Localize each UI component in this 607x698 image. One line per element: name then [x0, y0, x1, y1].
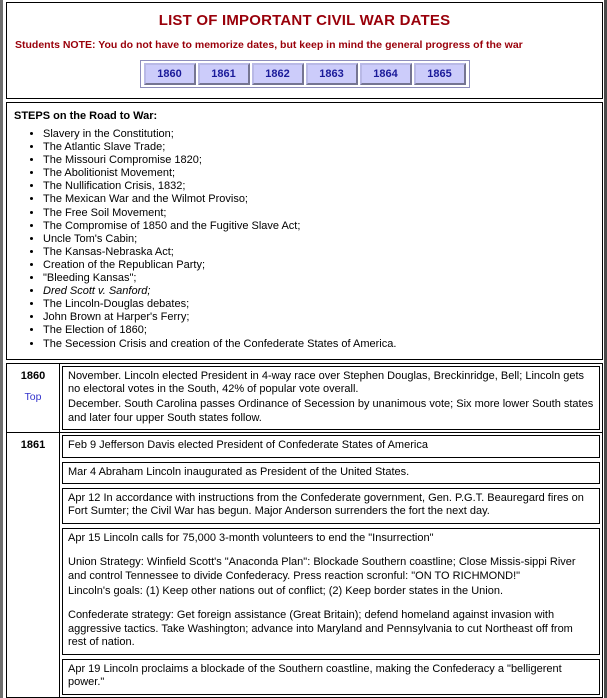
timeline-events-cell	[60, 363, 603, 433]
steps-list-item: • The Election of 1860;	[43, 324, 596, 337]
year-button-1864[interactable]: 1864	[360, 63, 412, 85]
year-button-1860[interactable]: 1860	[144, 63, 196, 85]
timeline-year-cell	[7, 433, 60, 697]
timeline-table	[6, 363, 603, 698]
steps-list	[13, 128, 596, 351]
timeline-year-label: 1861	[20, 439, 46, 452]
steps-list-item: • The Abolitionist Movement;	[43, 167, 596, 180]
steps-list-item: • John Brown at Harper's Ferry;	[43, 311, 596, 324]
page-title: LIST OF IMPORTANT CIVIL WAR DATES	[158, 12, 451, 29]
header-panel	[6, 2, 603, 99]
event-paragraph: Lincoln's goals: (1) Keep other nations out of conflict; (2) Keep border states in the Union.	[68, 585, 504, 598]
year-nav-wrapper	[13, 60, 596, 88]
event-paragraph: December. South Carolina passes Ordinance of Secession by unanimous vote; Six more lower South states and later four upper South states follow.	[68, 398, 594, 424]
event-box	[62, 366, 600, 431]
steps-list-item: • The Lincoln-Douglas debates;	[43, 298, 596, 311]
steps-list-item: • The Compromise of 1850 and the Fugitive Slave Act;	[43, 220, 596, 233]
event-box	[62, 659, 600, 695]
event-box	[62, 488, 600, 524]
steps-list-item: • The Atlantic Slave Trade;	[43, 141, 596, 154]
timeline-row	[7, 363, 603, 433]
timeline-year-label: 1860	[20, 369, 46, 382]
timeline-row	[7, 433, 603, 697]
event-paragraph: Confederate strategy: Get foreign assistance (Great Britain); defend homeland against invasion with aggressive tactics. Take Washington; advance into Maryland and Pennsylvania to cut Northeast off from rest of nation.	[68, 609, 573, 649]
steps-panel	[6, 102, 603, 360]
timeline-events-cell	[60, 433, 603, 697]
steps-list-item: • Uncle Tom's Cabin;	[43, 233, 596, 246]
steps-list-item: • "Bleeding Kansas";	[43, 272, 596, 285]
steps-list-item: • The Kansas-Nebraska Act;	[43, 246, 596, 259]
event-box	[62, 528, 600, 655]
steps-list-item: • Slavery in the Constitution;	[43, 128, 596, 141]
steps-list-item: • The Mexican War and the Wilmot Proviso;	[43, 193, 596, 206]
event-paragraph: Feb 9 Jefferson Davis elected President of Confederate States of America	[68, 439, 428, 452]
year-nav	[140, 60, 470, 88]
event-box	[62, 462, 600, 484]
event-paragraph: Apr 12 In accordance with instructions from the Confederate government, Gen. P.G.T. Beauregard fires on Fort Sumter; the Civil War has begun. Major Anderson surrenders the fort the next day.	[68, 492, 584, 518]
steps-list-item: • Creation of the Republican Party;	[43, 259, 596, 272]
year-button-1861[interactable]: 1861	[198, 63, 250, 85]
year-button-1863[interactable]: 1863	[306, 63, 358, 85]
event-paragraph: Mar 4 Abraham Lincoln inaugurated as President of the United States.	[68, 465, 410, 478]
year-button-1862[interactable]: 1862	[252, 63, 304, 85]
event-paragraph: Apr 15 Lincoln calls for 75,000 3-month volunteers to end the "Insurrection"	[68, 531, 434, 544]
event-paragraph: November. Lincoln elected President in 4-way race over Stephen Douglas, Breckinridge, Bell; Lincoln gets no electoral votes in the South, 42% of popular vote overall.	[68, 369, 585, 395]
event-paragraph: Union Strategy: Winfield Scott's "Anaconda Plan": Blockade Southern coastline; Close Missis-sippi River and control Tennessee to divide Confederacy. Press reaction scronful: "ON TO RICHMOND!"	[68, 556, 576, 582]
steps-heading: STEPS on the Road to War:	[14, 110, 158, 122]
year-button-1865[interactable]: 1865	[414, 63, 466, 85]
students-note: Students NOTE: You do not have to memorize dates, but keep in mind the general progress of the war	[15, 39, 523, 51]
timeline-year-cell	[7, 363, 60, 433]
steps-list-item: • The Free Soil Movement;	[43, 207, 596, 220]
steps-list-item: • The Nullification Crisis, 1832;	[43, 180, 596, 193]
event-paragraph: Apr 19 Lincoln proclaims a blockade of the Southern coastline, making the Confederacy a "belligerent power."	[68, 662, 562, 689]
steps-list-item: • The Secession Crisis and creation of the Confederate States of America.	[43, 338, 596, 351]
event-box	[62, 435, 600, 457]
steps-list-item: • Dred Scott v. Sanford;	[43, 285, 596, 298]
top-link[interactable]: Top	[24, 390, 42, 403]
steps-list-item: • The Missouri Compromise 1820;	[43, 154, 596, 167]
